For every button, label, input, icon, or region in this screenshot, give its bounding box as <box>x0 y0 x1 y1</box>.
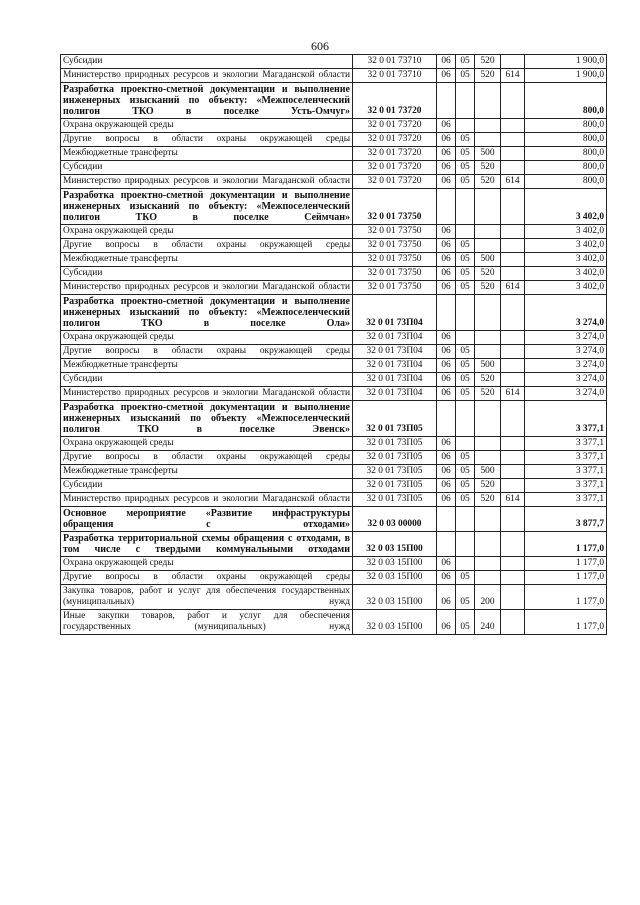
target-article-code-cell: 32 0 03 00000 <box>353 507 437 532</box>
row-name-cell: Охрана окружающей среды <box>61 119 353 133</box>
table-row <box>61 451 607 465</box>
administrator-code-cell <box>501 83 525 119</box>
section-code-cell: 06 <box>437 557 456 571</box>
subsection-code-cell: 05 <box>456 55 475 69</box>
row-name-cell: Министерство природных ресурсов и экологии Магаданской области <box>61 281 353 295</box>
section-code-cell: 06 <box>437 610 456 635</box>
subsection-code-cell <box>456 557 475 571</box>
target-article-code-cell: 32 0 01 73П04 <box>353 387 437 401</box>
amount-cell: 3 402,0 <box>525 281 607 295</box>
amount-cell: 1 177,0 <box>525 532 607 557</box>
target-article-code-cell: 32 0 01 73710 <box>353 55 437 69</box>
administrator-code-cell <box>501 295 525 331</box>
row-name-cell: Иные закупки товаров, работ и услуг для обеспечения государственных (муниципальных) нужд <box>61 610 353 635</box>
target-article-code-cell: 32 0 01 73720 <box>353 133 437 147</box>
target-article-code-cell: 32 0 01 73720 <box>353 147 437 161</box>
amount-cell: 3 377,1 <box>525 493 607 507</box>
amount-cell: 3 377,1 <box>525 451 607 465</box>
section-code-cell: 06 <box>437 55 456 69</box>
amount-cell: 3 274,0 <box>525 331 607 345</box>
table-row <box>61 225 607 239</box>
administrator-code-cell <box>501 161 525 175</box>
section-code-cell: 06 <box>437 479 456 493</box>
administrator-code-cell: 614 <box>501 493 525 507</box>
subsection-code-cell: 05 <box>456 69 475 83</box>
subsection-code-cell: 05 <box>456 133 475 147</box>
row-name-cell: Другие вопросы в области охраны окружающей среды <box>61 345 353 359</box>
target-article-code-cell: 32 0 01 73П04 <box>353 373 437 387</box>
target-article-code-cell: 32 0 01 73П04 <box>353 331 437 345</box>
table-row <box>61 585 607 610</box>
section-code-cell: 06 <box>437 147 456 161</box>
table-row <box>61 175 607 189</box>
administrator-code-cell <box>501 437 525 451</box>
subsection-code-cell: 05 <box>456 610 475 635</box>
subsection-code-cell <box>456 507 475 532</box>
table-row <box>61 147 607 161</box>
amount-cell: 800,0 <box>525 133 607 147</box>
amount-cell: 3 402,0 <box>525 225 607 239</box>
administrator-code-cell: 614 <box>501 387 525 401</box>
table-row <box>61 557 607 571</box>
expense-type-code-cell <box>475 532 501 557</box>
target-article-code-cell: 32 0 01 73750 <box>353 239 437 253</box>
target-article-code-cell: 32 0 03 15П00 <box>353 532 437 557</box>
amount-cell: 3 402,0 <box>525 239 607 253</box>
amount-cell: 1 177,0 <box>525 610 607 635</box>
target-article-code-cell: 32 0 01 73П04 <box>353 359 437 373</box>
administrator-code-cell <box>501 55 525 69</box>
expense-type-code-cell: 520 <box>475 69 501 83</box>
row-name-cell: Межбюджетные трансферты <box>61 465 353 479</box>
row-name-cell: Разработка проектно-сметной документации и выполнение инженерных изысканий по объекту: «Межпоселенческий полигон ТКО в поселке Сеймчан» <box>61 189 353 225</box>
table-row <box>61 281 607 295</box>
section-code-cell <box>437 532 456 557</box>
table-row <box>61 479 607 493</box>
administrator-code-cell <box>501 571 525 585</box>
section-code-cell: 06 <box>437 373 456 387</box>
subsection-code-cell <box>456 331 475 345</box>
subsection-code-cell <box>456 189 475 225</box>
row-name-cell: Межбюджетные трансферты <box>61 147 353 161</box>
section-code-cell: 06 <box>437 175 456 189</box>
expense-type-code-cell <box>475 451 501 465</box>
target-article-code-cell: 32 0 01 73П05 <box>353 437 437 451</box>
amount-cell: 1 900,0 <box>525 69 607 83</box>
table-row <box>61 373 607 387</box>
target-article-code-cell: 32 0 01 73П04 <box>353 295 437 331</box>
subsection-code-cell: 05 <box>456 493 475 507</box>
table-row <box>61 437 607 451</box>
row-name-cell: Другие вопросы в области охраны окружающей среды <box>61 451 353 465</box>
section-code-cell <box>437 295 456 331</box>
target-article-code-cell: 32 0 01 73720 <box>353 83 437 119</box>
section-code-cell: 06 <box>437 345 456 359</box>
amount-cell: 800,0 <box>525 147 607 161</box>
amount-cell: 1 177,0 <box>525 571 607 585</box>
section-row <box>61 401 607 437</box>
table-row <box>61 69 607 83</box>
expense-type-code-cell <box>475 437 501 451</box>
table-row <box>61 119 607 133</box>
target-article-code-cell: 32 0 01 73750 <box>353 281 437 295</box>
amount-cell: 3 377,1 <box>525 437 607 451</box>
row-name-cell: Охрана окружающей среды <box>61 437 353 451</box>
expense-type-code-cell: 520 <box>475 479 501 493</box>
table-row <box>61 465 607 479</box>
table-row <box>61 331 607 345</box>
section-code-cell: 06 <box>437 331 456 345</box>
subsection-code-cell <box>456 401 475 437</box>
expense-type-code-cell: 520 <box>475 55 501 69</box>
target-article-code-cell: 32 0 01 73П05 <box>353 451 437 465</box>
target-article-code-cell: 32 0 01 73750 <box>353 225 437 239</box>
row-name-cell: Разработка проектно-сметной документации и выполнение инженерных изысканий по объекту: «Межпоселенческий полигон ТКО в поселке Усть-Омчуг» <box>61 83 353 119</box>
section-code-cell <box>437 507 456 532</box>
expense-type-code-cell <box>475 331 501 345</box>
administrator-code-cell <box>501 532 525 557</box>
row-name-cell: Субсидии <box>61 161 353 175</box>
expense-type-code-cell <box>475 83 501 119</box>
expense-type-code-cell <box>475 189 501 225</box>
administrator-code-cell <box>501 147 525 161</box>
target-article-code-cell: 32 0 03 15П00 <box>353 557 437 571</box>
row-name-cell: Министерство природных ресурсов и экологии Магаданской области <box>61 387 353 401</box>
administrator-code-cell <box>501 345 525 359</box>
table-row <box>61 493 607 507</box>
row-name-cell: Министерство природных ресурсов и экологии Магаданской области <box>61 69 353 83</box>
table-row <box>61 55 607 69</box>
amount-cell: 800,0 <box>525 83 607 119</box>
expense-type-code-cell: 520 <box>475 387 501 401</box>
administrator-code-cell <box>501 119 525 133</box>
section-code-cell: 06 <box>437 253 456 267</box>
table-row <box>61 253 607 267</box>
amount-cell: 3 402,0 <box>525 253 607 267</box>
section-row <box>61 189 607 225</box>
expense-type-code-cell: 520 <box>475 373 501 387</box>
administrator-code-cell <box>501 451 525 465</box>
administrator-code-cell <box>501 373 525 387</box>
expense-type-code-cell: 500 <box>475 359 501 373</box>
subsection-code-cell: 05 <box>456 465 475 479</box>
subsection-code-cell: 05 <box>456 373 475 387</box>
subsection-code-cell: 05 <box>456 571 475 585</box>
row-name-cell: Министерство природных ресурсов и экологии Магаданской области <box>61 493 353 507</box>
subsection-code-cell: 05 <box>456 267 475 281</box>
amount-cell: 1 900,0 <box>525 55 607 69</box>
expense-type-code-cell <box>475 345 501 359</box>
amount-cell: 800,0 <box>525 175 607 189</box>
administrator-code-cell <box>501 239 525 253</box>
amount-cell: 3 274,0 <box>525 387 607 401</box>
amount-cell: 3 877,7 <box>525 507 607 532</box>
administrator-code-cell: 614 <box>501 281 525 295</box>
amount-cell: 3 274,0 <box>525 373 607 387</box>
expense-type-code-cell <box>475 133 501 147</box>
expense-type-code-cell: 520 <box>475 281 501 295</box>
section-code-cell: 06 <box>437 451 456 465</box>
target-article-code-cell: 32 0 01 73750 <box>353 189 437 225</box>
administrator-code-cell <box>501 479 525 493</box>
expense-type-code-cell: 520 <box>475 267 501 281</box>
expense-type-code-cell <box>475 401 501 437</box>
section-code-cell: 06 <box>437 493 456 507</box>
row-name-cell: Другие вопросы в области охраны окружающей среды <box>61 133 353 147</box>
amount-cell: 3 377,1 <box>525 465 607 479</box>
amount-cell: 3 402,0 <box>525 267 607 281</box>
subsection-code-cell <box>456 83 475 119</box>
section-code-cell: 06 <box>437 161 456 175</box>
target-article-code-cell: 32 0 01 73П05 <box>353 465 437 479</box>
row-name-cell: Разработка проектно-сметной документации и выполнение инженерных изысканий по объекту «Межпоселенческий полигон ТКО в поселке Эвенск» <box>61 401 353 437</box>
administrator-code-cell <box>501 465 525 479</box>
row-name-cell: Разработка проектно-сметной документации и выполнение инженерных изысканий по объекту: «Межпоселенческий полигон ТКО в поселке Ола» <box>61 295 353 331</box>
row-name-cell: Субсидии <box>61 479 353 493</box>
section-code-cell: 06 <box>437 437 456 451</box>
page-number: 606 <box>311 39 329 53</box>
expense-type-code-cell <box>475 239 501 253</box>
amount-cell: 1 177,0 <box>525 585 607 610</box>
administrator-code-cell <box>501 585 525 610</box>
amount-cell: 3 274,0 <box>525 345 607 359</box>
administrator-code-cell <box>501 253 525 267</box>
administrator-code-cell <box>501 225 525 239</box>
section-row <box>61 507 607 532</box>
subsection-code-cell <box>456 295 475 331</box>
table-row <box>61 571 607 585</box>
table-row <box>61 161 607 175</box>
amount-cell: 1 177,0 <box>525 557 607 571</box>
section-code-cell: 06 <box>437 359 456 373</box>
section-code-cell: 06 <box>437 281 456 295</box>
expense-type-code-cell: 240 <box>475 610 501 635</box>
amount-cell: 3 377,1 <box>525 479 607 493</box>
section-code-cell: 06 <box>437 239 456 253</box>
subsection-code-cell: 05 <box>456 387 475 401</box>
expense-type-code-cell <box>475 507 501 532</box>
expense-type-code-cell <box>475 295 501 331</box>
expense-type-code-cell <box>475 557 501 571</box>
expense-type-code-cell <box>475 119 501 133</box>
row-name-cell: Межбюджетные трансферты <box>61 359 353 373</box>
target-article-code-cell: 32 0 01 73П05 <box>353 479 437 493</box>
table-row <box>61 387 607 401</box>
administrator-code-cell <box>501 133 525 147</box>
row-name-cell: Охрана окружающей среды <box>61 557 353 571</box>
row-name-cell: Другие вопросы в области охраны окружающей среды <box>61 239 353 253</box>
subsection-code-cell: 05 <box>456 359 475 373</box>
administrator-code-cell <box>501 267 525 281</box>
amount-cell: 800,0 <box>525 119 607 133</box>
row-name-cell: Охрана окружающей среды <box>61 225 353 239</box>
amount-cell: 3 377,1 <box>525 401 607 437</box>
section-code-cell: 06 <box>437 225 456 239</box>
administrator-code-cell: 614 <box>501 175 525 189</box>
subsection-code-cell: 05 <box>456 345 475 359</box>
amount-cell: 800,0 <box>525 161 607 175</box>
row-name-cell: Субсидии <box>61 55 353 69</box>
section-code-cell: 06 <box>437 133 456 147</box>
target-article-code-cell: 32 0 01 73П04 <box>353 345 437 359</box>
expense-type-code-cell <box>475 571 501 585</box>
target-article-code-cell: 32 0 01 73720 <box>353 175 437 189</box>
subsection-code-cell: 05 <box>456 451 475 465</box>
section-code-cell <box>437 401 456 437</box>
section-code-cell: 06 <box>437 267 456 281</box>
target-article-code-cell: 32 0 01 73П05 <box>353 401 437 437</box>
amount-cell: 3 402,0 <box>525 189 607 225</box>
expense-type-code-cell: 520 <box>475 493 501 507</box>
section-code-cell: 06 <box>437 119 456 133</box>
target-article-code-cell: 32 0 03 15П00 <box>353 585 437 610</box>
section-code-cell: 06 <box>437 585 456 610</box>
section-code-cell: 06 <box>437 571 456 585</box>
section-row <box>61 532 607 557</box>
row-name-cell: Охрана окружающей среды <box>61 331 353 345</box>
target-article-code-cell: 32 0 01 73П05 <box>353 493 437 507</box>
subsection-code-cell: 05 <box>456 175 475 189</box>
administrator-code-cell: 614 <box>501 69 525 83</box>
row-name-cell: Основное мероприятие «Развитие инфраструктуры обращения с отходами» <box>61 507 353 532</box>
subsection-code-cell <box>456 532 475 557</box>
administrator-code-cell <box>501 610 525 635</box>
target-article-code-cell: 32 0 03 15П00 <box>353 610 437 635</box>
subsection-code-cell <box>456 225 475 239</box>
expense-type-code-cell: 520 <box>475 175 501 189</box>
subsection-code-cell: 05 <box>456 479 475 493</box>
target-article-code-cell: 32 0 01 73720 <box>353 119 437 133</box>
expense-type-code-cell: 500 <box>475 253 501 267</box>
administrator-code-cell <box>501 557 525 571</box>
table-row <box>61 359 607 373</box>
subsection-code-cell: 05 <box>456 585 475 610</box>
amount-cell: 3 274,0 <box>525 295 607 331</box>
administrator-code-cell <box>501 331 525 345</box>
expense-type-code-cell: 500 <box>475 465 501 479</box>
table-row <box>61 345 607 359</box>
table-body <box>61 55 607 635</box>
row-name-cell: Межбюджетные трансферты <box>61 253 353 267</box>
target-article-code-cell: 32 0 01 73710 <box>353 69 437 83</box>
administrator-code-cell <box>501 359 525 373</box>
administrator-code-cell <box>501 401 525 437</box>
table-row <box>61 267 607 281</box>
section-code-cell <box>437 83 456 119</box>
budget-table <box>60 54 607 635</box>
row-name-cell: Субсидии <box>61 373 353 387</box>
expense-type-code-cell: 500 <box>475 147 501 161</box>
target-article-code-cell: 32 0 01 73750 <box>353 267 437 281</box>
table-row <box>61 610 607 635</box>
amount-cell: 3 274,0 <box>525 359 607 373</box>
subsection-code-cell: 05 <box>456 161 475 175</box>
section-code-cell: 06 <box>437 387 456 401</box>
row-name-cell: Субсидии <box>61 267 353 281</box>
subsection-code-cell <box>456 437 475 451</box>
section-row <box>61 295 607 331</box>
row-name-cell: Разработка территориальной схемы обращения с отходами, в том числе с твердыми коммунальными отходами <box>61 532 353 557</box>
table-row <box>61 133 607 147</box>
subsection-code-cell: 05 <box>456 239 475 253</box>
target-article-code-cell: 32 0 01 73720 <box>353 161 437 175</box>
subsection-code-cell <box>456 119 475 133</box>
subsection-code-cell: 05 <box>456 253 475 267</box>
administrator-code-cell <box>501 507 525 532</box>
row-name-cell: Другие вопросы в области охраны окружающей среды <box>61 571 353 585</box>
subsection-code-cell: 05 <box>456 281 475 295</box>
row-name-cell: Закупка товаров, работ и услуг для обеспечения государственных (муниципальных) нужд <box>61 585 353 610</box>
section-row <box>61 83 607 119</box>
table-row <box>61 239 607 253</box>
section-code-cell: 06 <box>437 69 456 83</box>
expense-type-code-cell: 200 <box>475 585 501 610</box>
row-name-cell: Министерство природных ресурсов и экологии Магаданской области <box>61 175 353 189</box>
section-code-cell: 06 <box>437 465 456 479</box>
expense-type-code-cell: 520 <box>475 161 501 175</box>
target-article-code-cell: 32 0 03 15П00 <box>353 571 437 585</box>
subsection-code-cell: 05 <box>456 147 475 161</box>
section-code-cell <box>437 189 456 225</box>
target-article-code-cell: 32 0 01 73750 <box>353 253 437 267</box>
administrator-code-cell <box>501 189 525 225</box>
expense-type-code-cell <box>475 225 501 239</box>
